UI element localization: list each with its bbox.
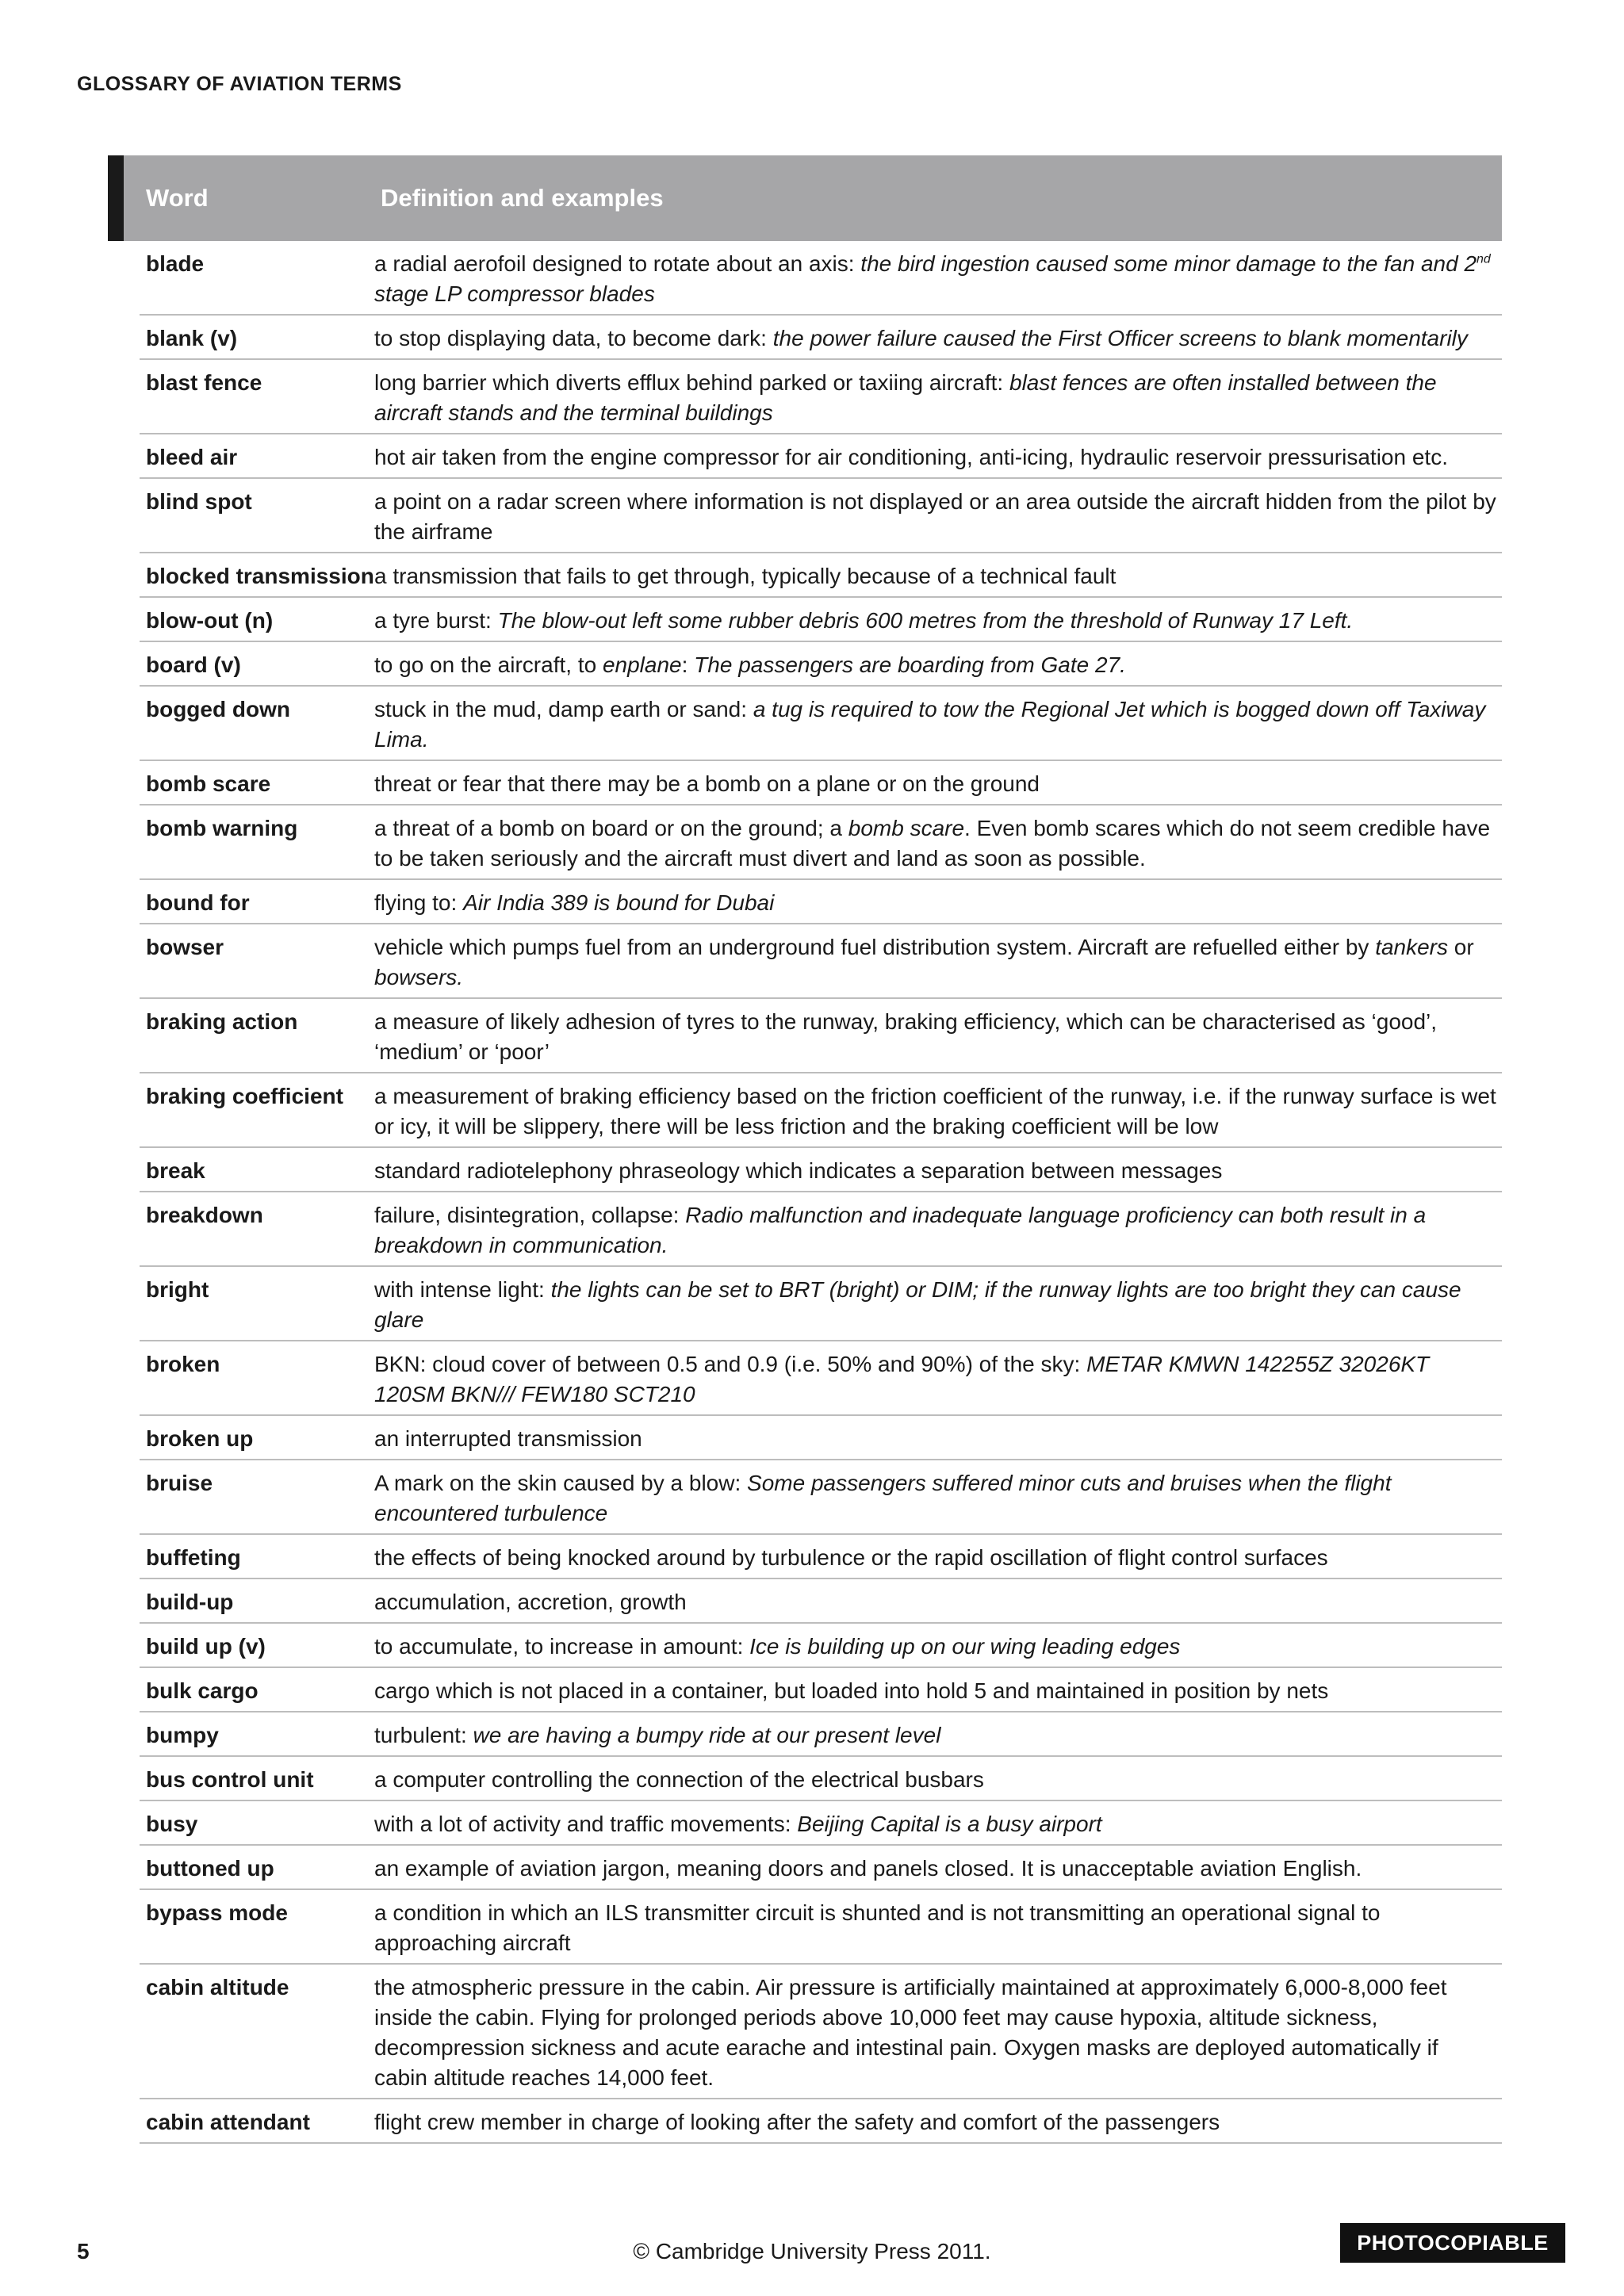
glossary-term: blank (v) [146, 326, 238, 350]
glossary-definition [374, 1543, 1502, 1573]
glossary-definition [374, 1720, 1502, 1751]
definition-example: Beijing Capital is a busy airport [797, 1812, 1102, 1836]
table-row [140, 761, 1502, 806]
glossary-definition [374, 1854, 1502, 1884]
glossary-term: braking coefficient [146, 1084, 343, 1108]
glossary-term: bypass mode [146, 1900, 288, 1925]
glossary-definition [374, 1468, 1502, 1529]
glossary-term: braking action [146, 1009, 298, 1034]
page-number: 5 [77, 2239, 90, 2263]
definition-text: to accumulate, to increase in amount: [374, 1634, 750, 1659]
glossary-definition [374, 1765, 1502, 1795]
definition-example: Some passengers suffered minor cuts and bruises when the flight encountered turbulence [374, 1471, 1392, 1525]
table-row [140, 241, 1502, 316]
definition-example: enplane [602, 652, 682, 677]
glossary-term: blade [146, 251, 205, 276]
glossary-definition [374, 249, 1502, 309]
definition-example: Air India 389 is bound for Dubai [463, 890, 775, 915]
table-row [140, 999, 1502, 1073]
glossary-term: bound for [146, 890, 250, 915]
glossary-definition [374, 1081, 1502, 1142]
glossary-definition [374, 1200, 1502, 1261]
glossary-term: bleed air [146, 445, 238, 469]
definition-text: failure, disintegration, collapse: [374, 1203, 686, 1227]
table-row [140, 1846, 1502, 1890]
glossary-term: bright [146, 1277, 209, 1302]
glossary-term: buttoned up [146, 1856, 274, 1881]
table-row [140, 1801, 1502, 1846]
definition-text: to go on the aircraft, to [374, 652, 603, 677]
definition-text: a measure of likely adhesion of tyres to the runway, braking efficiency, which can be characterised as ‘good’, ‘medium’ or ‘poor’ [374, 1009, 1438, 1064]
glossary-definition [374, 932, 1502, 993]
table-row [140, 2099, 1502, 2144]
glossary-definition [374, 1632, 1502, 1662]
table-row [140, 1416, 1502, 1460]
glossary-definition [374, 1898, 1502, 1958]
definition-example: the bird ingestion caused some minor damage to the fan and 2 [860, 251, 1477, 276]
definition-example: Ice is building up on our wing leading edges [749, 1634, 1181, 1659]
definition-example: METAR KMWN 142255Z 32026KT 120SM BKN/// FEW180 SCT210 [374, 1352, 1430, 1406]
glossary-term: build up (v) [146, 1634, 266, 1659]
table-row [140, 1267, 1502, 1341]
table-row [140, 806, 1502, 880]
glossary-term: cabin altitude [146, 1975, 289, 1999]
definition-example: tankers [1375, 935, 1449, 959]
header-accent-bar [108, 155, 124, 241]
glossary-definition [374, 1424, 1502, 1454]
glossary-term: blast fence [146, 370, 262, 395]
page-header: GLOSSARY OF AVIATION TERMS [77, 73, 402, 95]
definition-text: flying to: [374, 890, 464, 915]
table-row [140, 1073, 1502, 1148]
glossary-definition [374, 1007, 1502, 1067]
glossary-definition [374, 695, 1502, 755]
glossary-definition [374, 1156, 1502, 1186]
definition-text: : [681, 652, 695, 677]
glossary-definition [374, 650, 1502, 680]
definition-text: vehicle which pumps fuel from an underground fuel distribution system. Aircraft are refuelled either by [374, 935, 1376, 959]
glossary-term: blocked transmission [146, 564, 374, 588]
definition-text: stuck in the mud, damp earth or sand: [374, 697, 753, 721]
table-row [140, 1668, 1502, 1712]
glossary-term: break [146, 1158, 205, 1183]
copyright-notice: © Cambridge University Press 2011. [633, 2239, 991, 2263]
definition-example: Radio malfunction and inadequate language proficiency can both result in a breakdown in communication. [374, 1203, 1427, 1257]
table-row [140, 1192, 1502, 1267]
table-row [140, 1341, 1502, 1416]
glossary-definition [374, 1809, 1502, 1839]
glossary-term: busy [146, 1812, 198, 1836]
definition-text: turbulent: [374, 1723, 473, 1747]
glossary-term: board (v) [146, 652, 241, 677]
definition-text: to stop displaying data, to become dark: [374, 326, 773, 350]
table-row [140, 1890, 1502, 1965]
glossary-term: bomb warning [146, 816, 298, 840]
table-row [140, 1535, 1502, 1579]
definition-text: accumulation, accretion, growth [374, 1590, 687, 1614]
table-row [140, 1579, 1502, 1624]
glossary-term: blow-out (n) [146, 608, 274, 633]
table-header [124, 155, 1502, 241]
definition-text: BKN: cloud cover of between 0.5 and 0.9 (i.e. 50% and 90%) of the sky: [374, 1352, 1087, 1376]
table-row [140, 1460, 1502, 1535]
table-row [140, 598, 1502, 642]
glossary-definition [374, 769, 1502, 799]
definition-text: hot air taken from the engine compressor for air conditioning, anti-icing, hydraulic reservoir pressurisation etc. [374, 445, 1448, 469]
definition-text: a threat of a bomb on board or on the ground; a [374, 816, 848, 840]
glossary-term: cabin attendant [146, 2110, 310, 2134]
table-row [140, 880, 1502, 924]
glossary-definition [374, 487, 1502, 547]
glossary-term: build-up [146, 1590, 234, 1614]
glossary-term: bomb scare [146, 771, 271, 796]
glossary-definition [374, 1676, 1502, 1706]
definition-text: cargo which is not placed in a container, but loaded into hold 5 and maintained in position by nets [374, 1678, 1329, 1703]
definition-text: a radial aerofoil designed to rotate about an axis: [374, 251, 861, 276]
glossary-term: broken [146, 1352, 220, 1376]
definition-text: the effects of being knocked around by turbulence or the rapid oscillation of flight control surfaces [374, 1545, 1328, 1570]
definition-text: a condition in which an ILS transmitter circuit is shunted and is not transmitting an operational signal to approaching aircraft [374, 1900, 1381, 1955]
glossary-term: bumpy [146, 1723, 219, 1747]
definition-example: a tug is required to tow the Regional Jet which is bogged down off Taxiway Lima. [374, 697, 1486, 752]
definition-text: a computer controlling the connection of the electrical busbars [374, 1767, 984, 1792]
table-row [140, 434, 1502, 479]
glossary-definition [374, 813, 1502, 874]
glossary-definition [374, 2107, 1502, 2137]
glossary-definition [374, 323, 1502, 354]
definition-text: A mark on the skin caused by a blow: [374, 1471, 748, 1495]
definition-text: flight crew member in charge of looking after the safety and comfort of the passengers [374, 2110, 1220, 2134]
table-row [140, 687, 1502, 761]
glossary-definition [374, 1349, 1502, 1410]
definition-example: The blow-out left some rubber debris 600 metres from the threshold of Runway 17 Left. [497, 608, 1354, 633]
photocopiable-badge: PHOTOCOPIABLE [1340, 2223, 1565, 2263]
glossary-definition [374, 1973, 1502, 2093]
definition-text: threat or fear that there may be a bomb on a plane or on the ground [374, 771, 1040, 796]
glossary-term: buffeting [146, 1545, 241, 1570]
glossary-term: bruise [146, 1471, 213, 1495]
definition-text: the atmospheric pressure in the cabin. Air pressure is artificially maintained at approximately 6,000-8,000 feet inside the cabin. Flying for prolonged periods above 10,000 feet may cause hypoxia, altitude sickness, decompression sickness and acute earache and intestinal pain. Oxygen masks are deployed automatically if cabin altitude reaches 14,000 feet. [374, 1975, 1447, 2090]
definition-example: bomb scare [848, 816, 965, 840]
definition-text: an interrupted transmission [374, 1426, 642, 1451]
definition-text: a point on a radar screen where information is not displayed or an area outside the aircraft hidden from the pilot by the airframe [374, 489, 1496, 544]
glossary-definition [374, 606, 1502, 636]
glossary-term: breakdown [146, 1203, 263, 1227]
glossary-term: bowser [146, 935, 224, 959]
definition-text: standard radiotelephony phraseology which indicates a separation between messages [374, 1158, 1223, 1183]
glossary-definition [374, 888, 1502, 918]
column-header-word: Word [146, 184, 209, 212]
glossary-definition [374, 368, 1502, 428]
glossary-definition [374, 1275, 1502, 1335]
column-header-definition: Definition and examples [381, 184, 664, 212]
table-row [140, 1757, 1502, 1801]
table-row [140, 1712, 1502, 1757]
glossary-definition [374, 561, 1502, 591]
glossary-term: blind spot [146, 489, 252, 514]
table-row [140, 360, 1502, 434]
glossary-definition [374, 442, 1502, 473]
glossary-term: broken up [146, 1426, 254, 1451]
definition-text: . Even bomb scares which do not seem credible have to be taken seriously and the aircraft must divert and land as soon as possible. [374, 816, 1491, 871]
table-row [140, 316, 1502, 360]
definition-example: the power failure caused the First Officer screens to blank momentarily [772, 326, 1468, 350]
glossary-term: bus control unit [146, 1767, 314, 1792]
glossary-term: bogged down [146, 697, 290, 721]
definition-text: a transmission that fails to get through, typically because of a technical fault [374, 564, 1116, 588]
definition-example: The passengers are boarding from Gate 27. [694, 652, 1126, 677]
definition-example: bowsers. [374, 965, 464, 989]
definition-text: a tyre burst: [374, 608, 498, 633]
table-row [140, 1148, 1502, 1192]
definition-text: or [1448, 935, 1474, 959]
definition-text: with a lot of activity and traffic movements: [374, 1812, 798, 1836]
definition-text: an example of aviation jargon, meaning doors and panels closed. It is unacceptable aviation English. [374, 1856, 1362, 1881]
table-row [140, 642, 1502, 687]
definition-example: stage LP compressor blades [374, 281, 655, 306]
definition-example: nd [1477, 252, 1491, 266]
definition-example: we are having a bumpy ride at our present level [473, 1723, 941, 1747]
glossary-term: bulk cargo [146, 1678, 259, 1703]
table-row [140, 553, 1502, 598]
definition-text: long barrier which diverts efflux behind parked or taxiing aircraft: [374, 370, 1009, 395]
table-row [140, 479, 1502, 553]
definition-example: the lights can be set to BRT (bright) or DIM; if the runway lights are too bright they can cause glare [374, 1277, 1461, 1332]
table-row [140, 1624, 1502, 1668]
table-row [140, 1965, 1502, 2099]
glossary-table-body [140, 241, 1502, 2144]
definition-text: with intense light: [374, 1277, 551, 1302]
glossary-definition [374, 1587, 1502, 1617]
table-row [140, 924, 1502, 999]
definition-text: a measurement of braking efficiency based on the friction coefficient of the runway, i.e. if the runway surface is wet or icy, it will be slippery, there will be less friction and the braking coefficient will be low [374, 1084, 1496, 1138]
definition-example: blast fences are often installed between the aircraft stands and the terminal buildings [374, 370, 1437, 425]
